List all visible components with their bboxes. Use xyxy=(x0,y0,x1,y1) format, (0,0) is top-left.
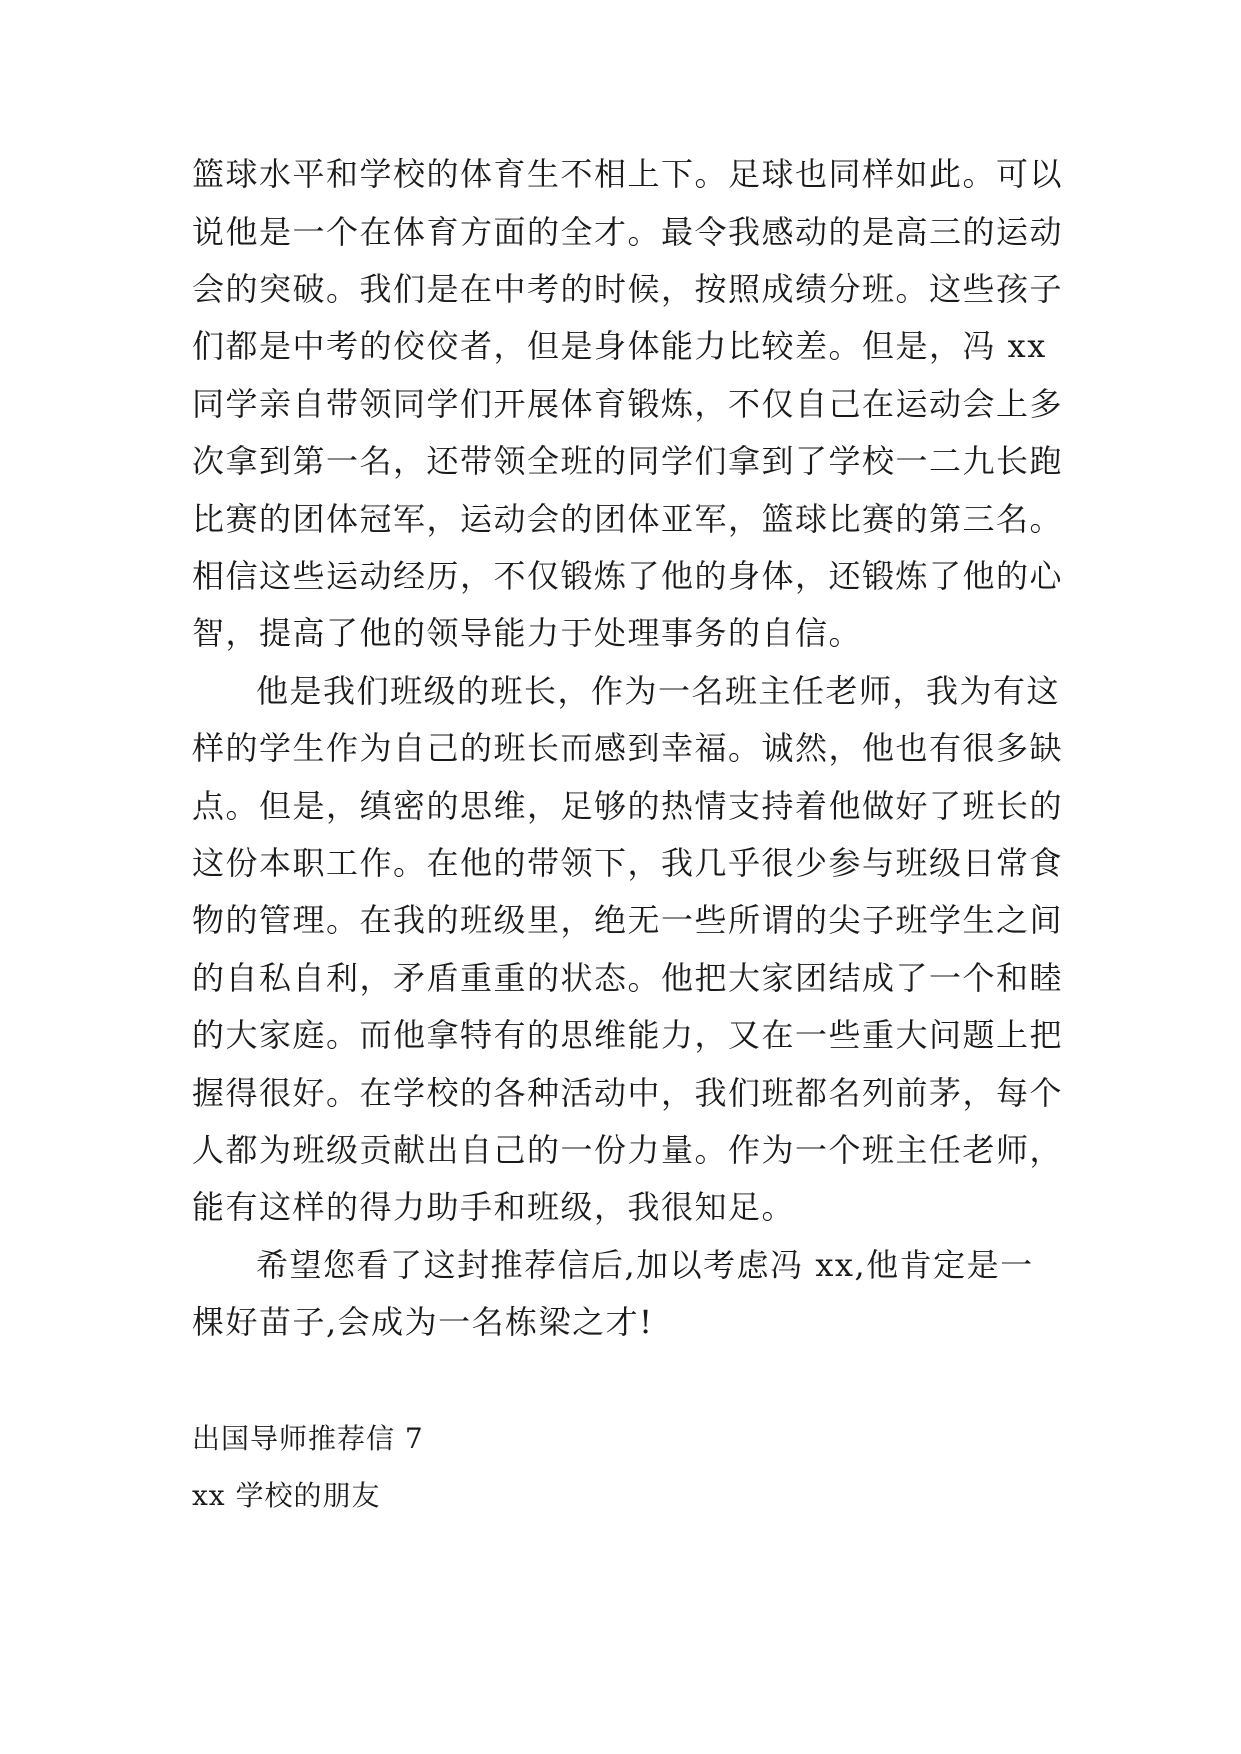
paragraph-1-line-2: 说他是一个在体育方面的全才。最令我感动的是高三的运动 xyxy=(192,213,1064,251)
paragraph-3-line-1: 希望您看了这封推荐信后,加以考虑冯 xx,他肯定是一 xyxy=(256,1246,1034,1284)
paragraph-1-line-9: 智，提高了他的领导能力于处理事务的自信。 xyxy=(192,614,863,652)
section-heading: 出国导师推荐信 7 xyxy=(192,1422,424,1455)
paragraph-2-line-5: 物的管理。在我的班级里，绝无一些所谓的尖子班学生之间 xyxy=(192,901,1064,939)
paragraph-2-line-9: 人都为班级贡献出自己的一份力量。作为一个班主任老师， xyxy=(192,1131,1064,1169)
paragraph-2-line-10: 能有这样的得力助手和班级，我很知足。 xyxy=(192,1188,796,1226)
paragraph-1-line-1: 篮球水平和学校的体育生不相上下。足球也同样如此。可以 xyxy=(192,155,1064,193)
paragraph-1-line-3: 会的突破。我们是在中考的时候，按照成绩分班。这些孩子 xyxy=(192,270,1064,308)
paragraph-1-line-5: 同学亲自带领同学们开展体育锻炼，不仅自己在运动会上多 xyxy=(192,385,1064,423)
paragraph-2-line-1: 他是我们班级的班长，作为一名班主任老师，我为有这 xyxy=(256,672,1061,710)
paragraph-1-line-6: 次拿到第一名，还带领全班的同学们拿到了学校一二九长跑 xyxy=(192,442,1064,480)
paragraph-2-line-6: 的自私自利，矛盾重重的状态。他把大家团结成了一个和睦 xyxy=(192,959,1064,997)
paragraph-1-line-7: 比赛的团体冠军，运动会的团体亚军，篮球比赛的第三名。 xyxy=(192,500,1064,538)
paragraph-2-line-3: 点。但是，缜密的思维，足够的热情支持着他做好了班长的 xyxy=(192,787,1064,825)
paragraph-2-line-4: 这份本职工作。在他的带领下，我几乎很少参与班级日常食 xyxy=(192,844,1064,882)
paragraph-1-line-8: 相信这些运动经历，不仅锻炼了他的身体，还锻炼了他的心 xyxy=(192,557,1064,595)
salutation: xx 学校的朋友 xyxy=(192,1479,381,1512)
paragraph-1-line-4: 们都是中考的佼佼者，但是身体能力比较差。但是，冯 xx xyxy=(192,327,1047,365)
paragraph-2-line-7: 的大家庭。而他拿特有的思维能力，又在一些重大问题上把 xyxy=(192,1016,1064,1054)
paragraph-2-line-8: 握得很好。在学校的各种活动中，我们班都名列前茅，每个 xyxy=(192,1074,1064,1112)
paragraph-2-line-2: 样的学生作为自己的班长而感到幸福。诚然，他也有很多缺 xyxy=(192,729,1064,767)
paragraph-3-line-2: 棵好苗子,会成为一名栋梁之才! xyxy=(192,1303,654,1341)
